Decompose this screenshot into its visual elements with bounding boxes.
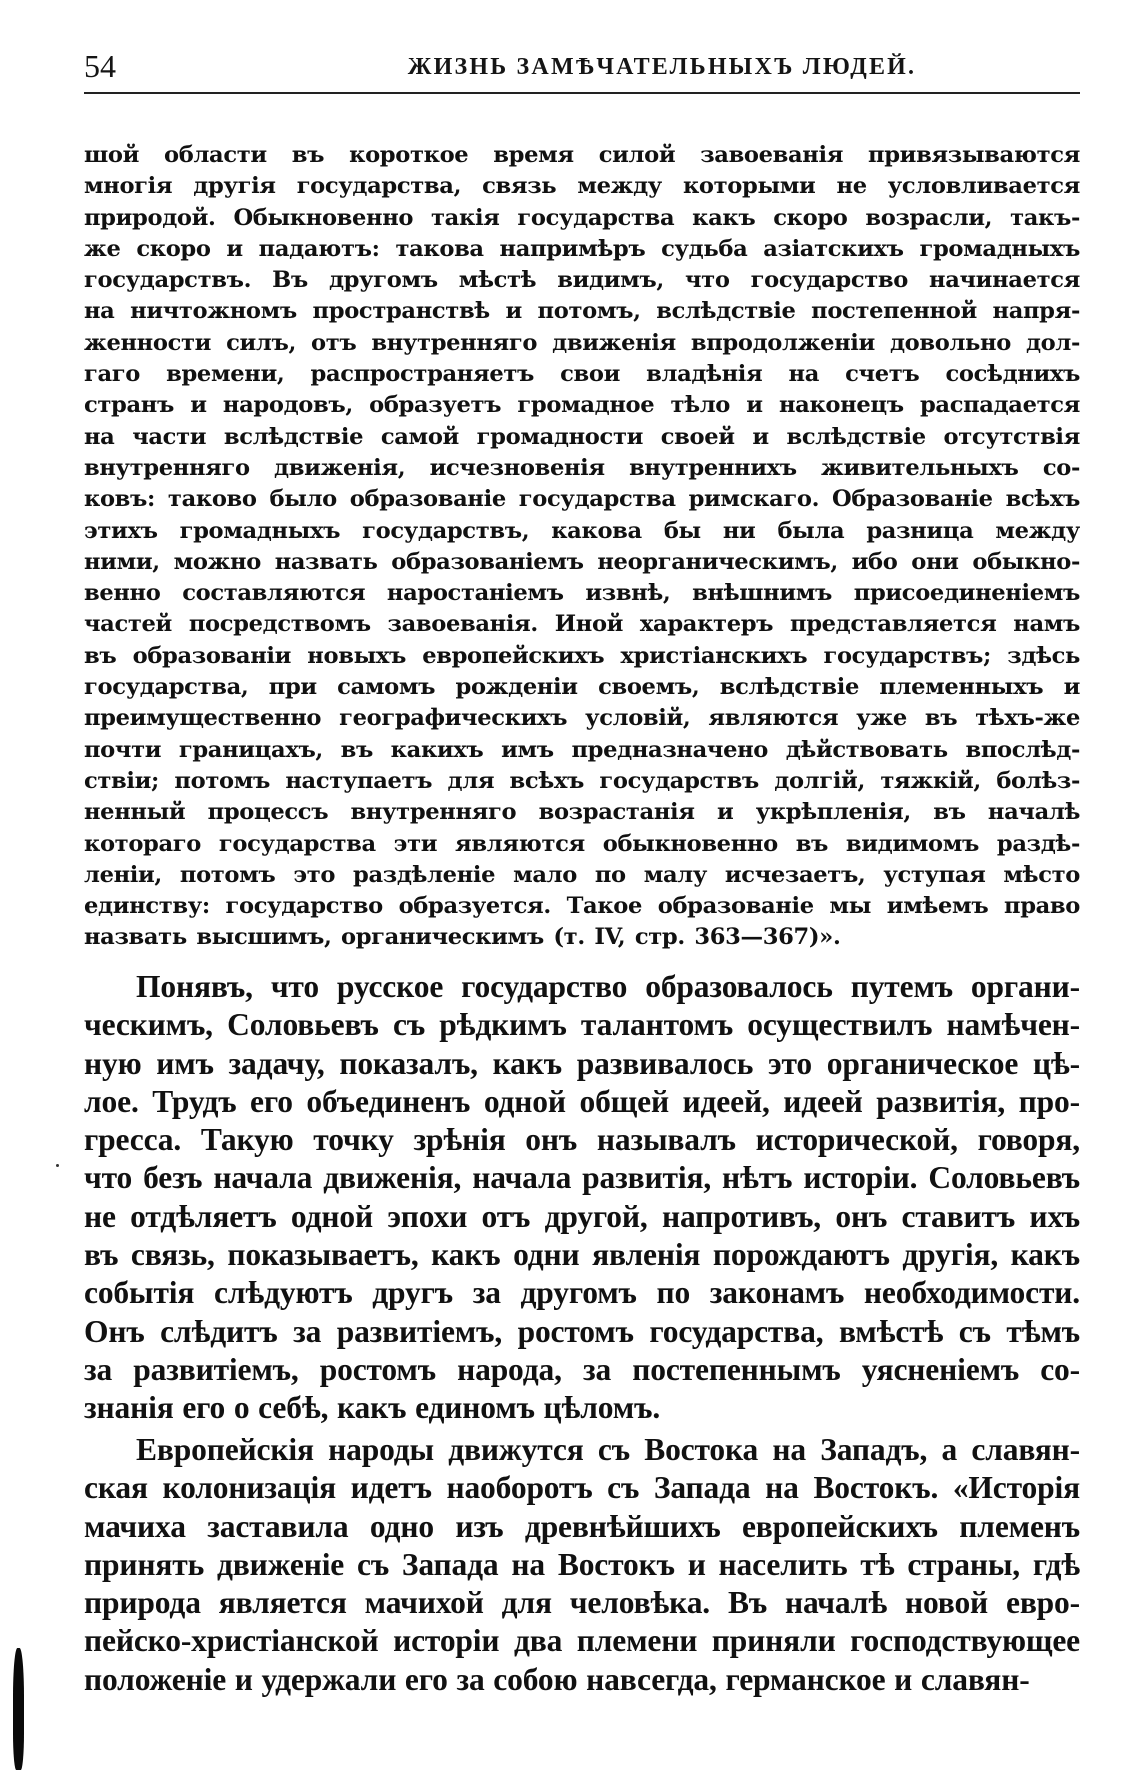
text-line: ковъ: таково было образованіе государства римскаго. Образованіе всѣхъ	[84, 486, 1080, 513]
text-line: за развитіемъ, ростомъ народа, за постепеннымъ уясненіемъ со-	[84, 1351, 1080, 1387]
scan-binding-shadow	[13, 1648, 24, 1770]
quote-block	[84, 140, 1080, 954]
text-line: частей посредствомъ завоеванія. Иной характеръ представляется намъ	[84, 611, 1080, 638]
text-line: въ связь, показываетъ, какъ одни явленія порождаютъ другія, какъ	[84, 1237, 1080, 1273]
text-line: многія другія государства, связь между которыми не условливается	[84, 173, 1080, 200]
text-line: въ образованіи новыхъ европейскихъ христіанскихъ государствъ; здѣсь	[84, 642, 1080, 669]
text-line: государствъ. Въ другомъ мѣстѣ видимъ, что государство начинается	[84, 267, 1080, 294]
paragraph-2	[84, 1431, 1080, 1699]
text-line: ную имъ задачу, показалъ, какъ развивалось это органическое цѣ-	[84, 1045, 1080, 1081]
text-line: ческимъ, Соловьевъ съ рѣдкимъ талантомъ осуществилъ намѣчен-	[84, 1007, 1080, 1043]
text-line: Онъ слѣдитъ за развитіемъ, ростомъ государства, вмѣстѣ съ тѣмъ	[84, 1313, 1080, 1349]
text-line: мачиха заставила одно изъ древнѣйшихъ европейскихъ племенъ	[84, 1508, 1080, 1544]
text-line: Европейскія народы движутся съ Востока на Западъ, а славян-	[136, 1432, 1080, 1467]
paragraph-1	[84, 968, 1080, 1428]
text-line: ствіи; потомъ наступаетъ для всѣхъ государствъ долгій, тяжкій, болѣз-	[84, 767, 1080, 794]
text-line: котораго государства эти являются обыкновенно въ видимомъ раздѣ-	[84, 830, 1080, 857]
text-line: внутренняго движенія, исчезновенія внутреннихъ живительныхъ со-	[84, 454, 1080, 481]
text-line: природой. Обыкновенно такія государства какъ скоро возрасли, такъ-	[84, 204, 1080, 231]
text-line: на ничтожномъ пространствѣ и потомъ, вслѣдствіе постепенной напря-	[84, 298, 1080, 325]
text-line: лое. Трудъ его объединенъ одной общей идеей, идеей развитія, про-	[84, 1083, 1080, 1119]
text-line: на части вслѣдствіе самой громадности своей и вслѣдствіе отсутствія	[84, 423, 1080, 450]
text-line: не отдѣляетъ одной эпохи отъ другой, напротивъ, онъ ставитъ ихъ	[84, 1198, 1080, 1234]
header-rule	[84, 92, 1080, 94]
scan-speck	[56, 1164, 59, 1167]
text-line: гресса. Такую точку зрѣнія онъ называлъ исторической, говоря,	[84, 1122, 1080, 1158]
text-line: положеніе и удержали его за собою навсегда, германское и славян-	[84, 1661, 1030, 1697]
text-line: шой области въ короткое время силой завоеванія привязываются	[84, 142, 1080, 168]
text-line: природа является мачихой для человѣка. Въ началѣ новой евро-	[84, 1585, 1080, 1621]
text-line: почти границахъ, въ какихъ имъ предназначено дѣйствовать впослѣд-	[84, 736, 1080, 763]
text-line: женности силъ, отъ внутренняго движенія впродолженіи довольно дол-	[84, 329, 1080, 356]
text-line: Понявъ, что русское государство образовалось путемъ органи-	[136, 969, 1080, 1004]
text-line: ская колонизація идетъ наоборотъ съ Запада на Востокъ. «Исторія	[84, 1470, 1080, 1506]
running-title: ЖИЗНЬ ЗАМѢЧАТЕЛЬНЫХЪ ЛЮДЕЙ.	[407, 54, 917, 80]
text-line: знанія его о себѣ, какъ единомъ цѣломъ.	[84, 1390, 661, 1426]
text-line: принять движеніе съ Запада на Востокъ и населить тѣ страны, гдѣ	[84, 1546, 1080, 1582]
text-line: единству: государство образуется. Такое образованіе мы имѣемъ право	[84, 893, 1080, 920]
text-line: назвать высшимъ, органическимъ (т. IV, стр. 363—367)».	[84, 924, 841, 951]
text-line: же скоро и падаютъ: такова напримѣръ судьба азіатскихъ громадныхъ	[84, 235, 1080, 262]
text-line: леніи, потомъ это раздѣленіе мало по малу исчезаетъ, уступая мѣсто	[84, 861, 1080, 888]
text-line: странъ и народовъ, образуетъ громадное тѣло и наконецъ распадается	[84, 392, 1080, 419]
text-line: венно составляются наростаніемъ извнѣ, внѣшнимъ присоединеніемъ	[84, 580, 1080, 607]
text-line: этихъ громадныхъ государствъ, какова бы ни была разница между	[84, 517, 1080, 544]
text-line: ненный процессъ внутренняго возрастанія и укрѣпленія, въ началѣ	[84, 799, 1080, 826]
text-line: преимущественно географическихъ условій, являются уже въ тѣхъ-же	[84, 705, 1080, 732]
text-line: государства, при самомъ рожденіи своемъ, вслѣдствіе племенныхъ и	[84, 674, 1080, 701]
page-header	[84, 48, 1080, 88]
text-line: событія слѣдуютъ другъ за другомъ по законамъ необходимости.	[84, 1275, 1080, 1311]
text-line: что безъ начала движенія, начала развитія, нѣтъ исторіи. Соловьевъ	[84, 1160, 1080, 1196]
text-line: гаго времени, распространяетъ свои владѣнія на счетъ сосѣднихъ	[84, 361, 1080, 388]
text-line: пейско-христіанской исторіи два племени приняли господствующее	[84, 1623, 1080, 1659]
text-line: ними, можно назвать образованіемъ неорганическимъ, ибо они обыкно-	[84, 548, 1080, 575]
page-number: 54	[84, 48, 116, 84]
